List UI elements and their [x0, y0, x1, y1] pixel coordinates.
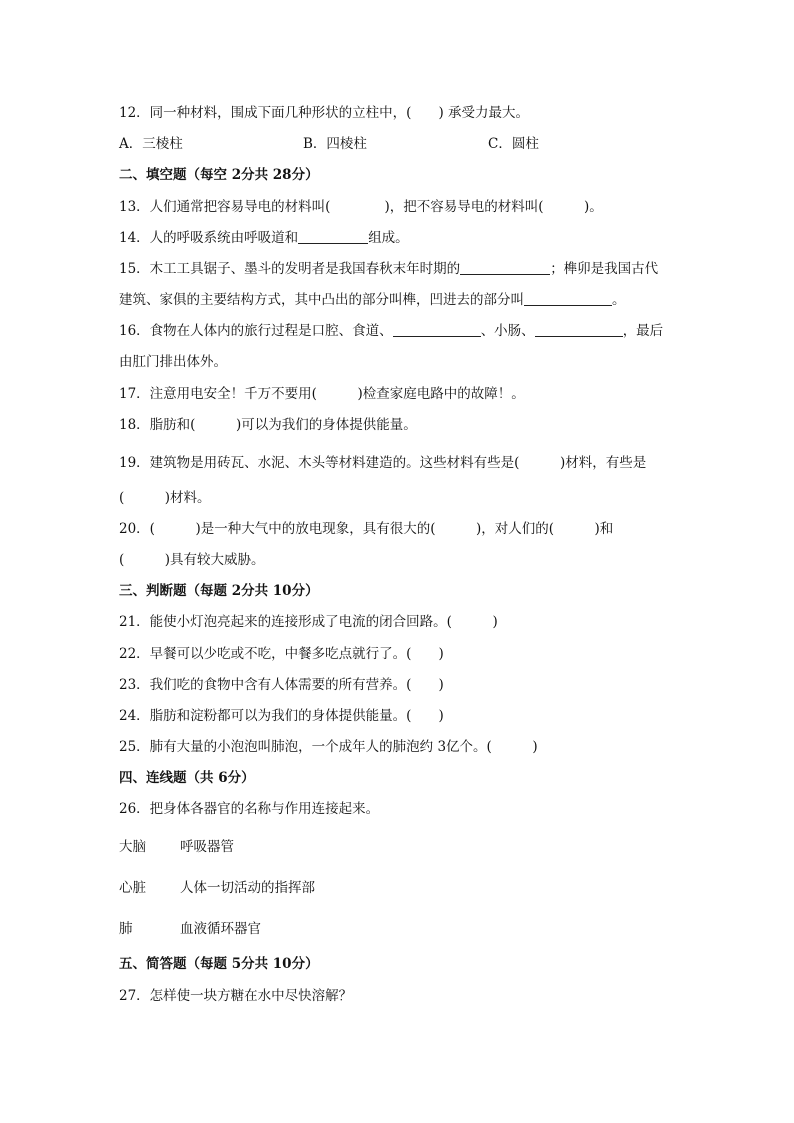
- question-25: 25．肺有大量的小泡泡叫肺泡，一个成年人的肺泡约 3亿个。( ): [119, 739, 538, 755]
- question-15-text-c: 建筑、家俱的主要结构方式，其中凸出的部分叫榫，凹进去的部分叫: [119, 292, 524, 308]
- question-27: 27．怎样使一块方糖在水中尽快溶解？: [119, 988, 353, 1004]
- question-15-text-d: 。: [612, 292, 626, 308]
- function-command-center: 人体一切活动的指挥部: [180, 880, 315, 896]
- question-15-text-a: 15．木工工具锯子、墨斗的发明者是我国春秋末年时期的: [119, 261, 461, 277]
- function-respiratory: 呼吸器管: [180, 839, 234, 855]
- question-23: 23．我们吃的食物中含有人体需要的所有营养。( ): [119, 677, 444, 693]
- question-14-text-b: 组成。: [368, 230, 409, 246]
- organ-brain: 大脑: [119, 839, 146, 855]
- question-14: [119, 229, 409, 247]
- question-12: 12．同一种材料，围成下面几种形状的立柱中，( ) 承受力最大。: [119, 105, 530, 121]
- question-14-text-a: 14．人的呼吸系统由呼吸道和: [119, 230, 299, 246]
- question-19-line-2: ( )材料。: [119, 490, 211, 506]
- question-17: 17．注意用电安全！千万不要用( )检查家庭电路中的故障！。: [119, 386, 525, 402]
- question-16-text-c: ，最后: [622, 323, 664, 339]
- question-16-line-1: [119, 322, 663, 340]
- option-c: C．圆柱: [488, 136, 539, 152]
- section-fill-in-title: 二、填空题（每空 2分共 28分）: [119, 167, 319, 183]
- answer-blank: [524, 292, 612, 306]
- section-true-false-title: 三、判断题（每题 2分共 10分）: [119, 583, 319, 599]
- question-16-text-b: 、小肠、: [480, 323, 535, 339]
- question-16-text-a: 16．食物在人体内的旅行过程是口腔、食道、: [119, 323, 393, 339]
- option-b: B．四棱柱: [303, 136, 367, 152]
- answer-blank: [460, 261, 550, 275]
- function-circulatory: 血液循环器官: [180, 921, 261, 937]
- question-24: 24．脂肪和淀粉都可以为我们的身体提供能量。( ): [119, 708, 444, 724]
- section-matching-title: 四、连线题（共 6分）: [119, 770, 255, 786]
- answer-blank: [393, 323, 481, 337]
- organ-heart: 心脏: [119, 880, 146, 896]
- question-18: 18．脂肪和( )可以为我们的身体提供能量。: [119, 417, 417, 433]
- question-26: 26．把身体各器官的名称与作用连接起来。: [119, 801, 380, 817]
- question-13: 13．人们通常把容易导电的材料叫( )，把不容易导电的材料叫( )。: [119, 199, 603, 215]
- option-a: A．三棱柱: [119, 136, 183, 152]
- question-20-line-1: 20．( )是一种大气中的放电现象，具有很大的( )，对人们的( )和: [119, 521, 614, 537]
- question-19-line-1: 19．建筑物是用砖瓦、水泥、木头等材料建造的。这些材料有些是( )材料，有些是: [119, 455, 647, 471]
- question-15-line-2: [119, 291, 626, 309]
- question-16-line-2: 由肛门排出体外。: [119, 354, 227, 370]
- answer-blank: [298, 230, 368, 244]
- question-21: 21．能使小灯泡亮起来的连接形成了电流的闭合回路。( ): [119, 614, 498, 630]
- question-15-line-1: [119, 260, 658, 278]
- section-short-answer-title: 五、简答题（每题 5分共 10分）: [119, 956, 319, 972]
- question-20-line-2: ( )具有较大威胁。: [119, 552, 265, 568]
- organ-lung: 肺: [119, 921, 133, 937]
- question-15-text-b: ；榫卯是我国古代: [550, 261, 659, 277]
- question-22: 22．早餐可以少吃或不吃，中餐多吃点就行了。( ): [119, 646, 444, 662]
- answer-blank: [535, 323, 623, 337]
